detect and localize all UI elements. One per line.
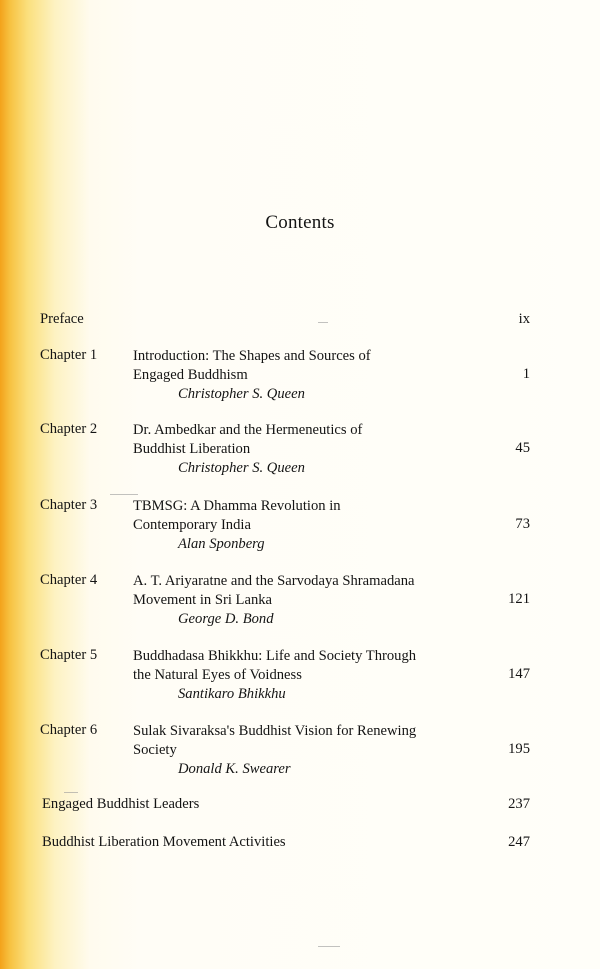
chapter-title-line: Movement in Sri Lanka <box>133 592 273 608</box>
chapter-page: 147 <box>508 666 530 682</box>
chapter-title <box>133 421 362 478</box>
chapter-label: Chapter 4 <box>40 572 98 588</box>
scan-speck <box>110 494 138 495</box>
back-matter-title: Engaged Buddhist Leaders <box>42 796 200 812</box>
chapter-title-line: A. T. Ariyaratne and the Sarvodaya Shramadana <box>133 573 415 589</box>
chapter-label: Chapter 1 <box>40 347 98 363</box>
chapter-label: Chapter 2 <box>40 421 98 437</box>
chapter-author: Donald K. Swearer <box>178 761 291 777</box>
scan-speck <box>64 792 78 793</box>
back-matter-page: 237 <box>508 796 530 812</box>
chapter-author: Santikaro Bhikkhu <box>178 686 286 702</box>
scan-speck <box>318 322 328 323</box>
chapter-title <box>133 572 415 629</box>
preface-label: Preface <box>40 311 84 327</box>
chapter-author: George D. Bond <box>178 611 274 627</box>
chapter-title-line: Contemporary India <box>133 517 251 533</box>
chapter-label: Chapter 5 <box>40 647 98 663</box>
chapter-title <box>133 722 416 779</box>
chapter-label: Chapter 6 <box>40 722 98 738</box>
chapter-page: 73 <box>515 516 530 532</box>
chapter-title-line: Sulak Sivaraksa's Buddhist Vision for Renewing <box>133 723 417 739</box>
chapter-title-line: Introduction: The Shapes and Sources of <box>133 348 371 364</box>
preface-page: ix <box>518 311 530 327</box>
chapter-title-line: Society <box>133 742 177 758</box>
chapter-author: Alan Sponberg <box>178 536 265 552</box>
chapter-page: 195 <box>508 741 530 757</box>
chapter-author: Christopher S. Queen <box>178 460 305 476</box>
chapter-page: 45 <box>515 440 530 456</box>
chapter-title <box>133 497 341 554</box>
chapter-title-line: TBMSG: A Dhamma Revolution in <box>133 498 341 514</box>
page-title: Contents <box>265 212 335 233</box>
chapter-title-line: Engaged Buddhism <box>133 367 248 383</box>
chapter-title-line: Buddhist Liberation <box>133 441 251 457</box>
chapter-author: Christopher S. Queen <box>178 386 305 402</box>
chapter-title-line: the Natural Eyes of Voidness <box>133 667 302 683</box>
back-matter-page: 247 <box>508 834 530 850</box>
chapter-title-line: Buddhadasa Bhikkhu: Life and Society Through <box>133 648 417 664</box>
chapter-page: 1 <box>522 366 530 382</box>
chapter-title <box>133 647 416 704</box>
chapter-title <box>133 347 371 404</box>
chapter-label: Chapter 3 <box>40 497 98 513</box>
back-matter-title: Buddhist Liberation Movement Activities <box>42 834 286 850</box>
chapter-page: 121 <box>508 591 530 607</box>
scan-speck <box>318 946 340 947</box>
chapter-title-line: Dr. Ambedkar and the Hermeneutics of <box>133 422 363 438</box>
